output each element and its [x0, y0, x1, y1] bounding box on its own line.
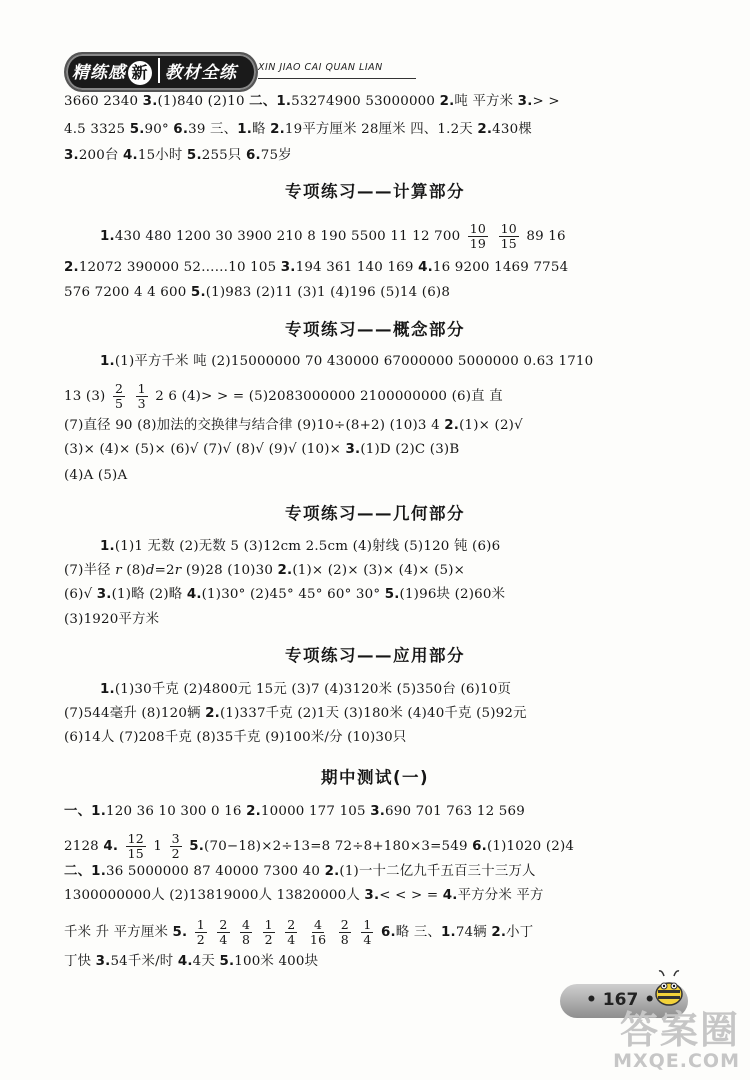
answer-line: (7)544毫升 (8)120辆 2.(1)337千克 (2)1天 (3)180米 (4)40千克 (5)92元 — [64, 706, 527, 721]
answer-line: 1.(1)1 无数 (2)无数 5 (3)12cm 2.5cm (4)射线 (5)120 钝 (6)6 — [100, 539, 501, 554]
section-title-applied: 专项练习——应用部分 — [285, 646, 465, 665]
answer-line: 1300000000人 (2)13819000人 13820000人 3.< < > = 4.平方分米 平方 — [64, 888, 544, 903]
fraction: $\frac{1}{4}$ — [363, 917, 372, 947]
answer-line: (3)× (4)× (5)× (6)√ (7)√ (8)√ (9)√ (10)× 3.(1)D (2)C (3)B — [64, 442, 460, 457]
answer-line: (6)√ 3.(1)略 (2)略 4.(1)30° (2)45° 45° 60° 30° 5.(1)96块 (2)60米 — [64, 587, 506, 602]
answer-line: 二、1.36 5000000 87 40000 7300 40 2.(1)一十二亿九千五百三十三万人 — [64, 864, 536, 879]
answer-line: (7)直径 90 (8)加法的交换律与结合律 (9)10÷(8+2) (10)3 4 2.(1)× (2)√ — [64, 418, 523, 433]
answer-line: 2128 4. $\frac{12}{15}$ 1 $\frac{3}{2}$ 5.(70−18)×2÷13=8 72÷8+180×3=549 6.(1)1020 (2)4 — [64, 831, 575, 861]
section-title-midterm: 期中测试(一) — [320, 768, 430, 787]
section-title-calculation: 专项练习——计算部分 — [285, 182, 465, 201]
fraction: $\frac{1}{3}$ — [137, 381, 146, 411]
answer-line: (3)1920平方米 — [64, 612, 160, 627]
answer-line: 13 (3) $\frac{2}{5}$ $\frac{1}{3}$ 2 6 (4)> > = (5)2083000000 2100000000 (6)直 直 — [64, 381, 503, 411]
logo-main-text: 精练感 — [72, 63, 126, 83]
watermark-logo-text: 答案圈 — [619, 1008, 740, 1052]
fraction: $\frac{2}{5}$ — [114, 381, 124, 411]
answer-line: 丁快 3.54千米/时 4.4天 5.100米 400块 — [64, 954, 319, 969]
logo-circle-text: 新 — [128, 61, 152, 85]
fraction: $\frac{3}{2}$ — [171, 831, 180, 861]
fraction: $\frac{1}{2}$ — [196, 917, 205, 947]
series-pinyin: XIN JIAO CAI QUAN LIAN — [258, 62, 383, 73]
series-logo — [72, 58, 252, 84]
answer-line: 576 7200 4 4 600 5.(1)983 (2)11 (3)1 (4)196 (5)14 (6)8 — [64, 285, 451, 300]
watermark-url: MXQE.COM — [613, 1050, 740, 1072]
answer-line: (7)半径 r (8)d=2r (9)28 (10)30 2.(1)× (2)× (3)× (4)× (5)× — [64, 563, 466, 578]
answer-line: 4.5 3325 5.90° 6.39 三、1.略 2.19平方厘米 28厘米 四、1.2天 2.430棵 — [64, 122, 532, 137]
fraction: $\frac{10}{19}$ — [469, 221, 487, 251]
fraction: $\frac{12}{15}$ — [127, 831, 144, 861]
answer-line: 3660 2340 3.(1)840 (2)10 二、1.53274900 53000000 2.吨 平方米 3.> > — [64, 94, 560, 109]
answer-line: 一、1.120 36 10 300 0 16 2.10000 177 105 3.690 701 763 12 569 — [64, 804, 525, 819]
answer-line: 1.(1)30千克 (2)4800元 15元 (3)7 (4)3120米 (5)350台 (6)10页 — [100, 682, 512, 697]
watermark — [613, 1010, 740, 1072]
answer-line: (6)14人 (7)208千克 (8)35千克 (9)100米/分 (10)30只 — [64, 730, 407, 745]
logo-sub-text: 教材全练 — [158, 58, 237, 83]
fraction: $\frac{4}{8}$ — [242, 917, 251, 947]
fraction: $\frac{2}{8}$ — [340, 917, 349, 947]
fraction: $\frac{2}{4}$ — [219, 917, 228, 947]
header-divider — [258, 78, 416, 79]
fraction: $\frac{10}{15}$ — [500, 221, 517, 251]
answer-line: (4)A (5)A — [64, 468, 128, 483]
answer-line: 3.200台 4.15小时 5.255只 6.75岁 — [64, 148, 292, 163]
answer-line: 1.(1)平方千米 吨 (2)15000000 70 430000 67000000 5000000 0.63 1710 — [100, 354, 594, 369]
answer-line: 千米 升 平方厘米 5. $\frac{1}{2}$ $\frac{2}{4}$ $\frac{4}{8}$ $\frac{1}{2}$ $\frac{2}{4}$ $\frac{4}{16}$ $\frac{2}{8}$ $\frac{1}{4}$ 6.略 三、1.74辆 2.小丁 — [64, 917, 534, 947]
section-title-concepts: 专项练习——概念部分 — [285, 320, 465, 339]
page-number: • 167 • — [586, 990, 656, 1010]
section-title-geometry: 专项练习——几何部分 — [285, 504, 465, 523]
answer-line: 1.430 480 1200 30 3900 210 8 190 5500 11 12 700 $\frac{10}{19}$ $\frac{10}{15}$ 89 16 — [100, 221, 566, 251]
fraction: $\frac{1}{2}$ — [264, 917, 273, 947]
fraction: $\frac{2}{4}$ — [287, 917, 296, 947]
answer-line: 2.12072 390000 52……10 105 3.194 361 140 169 4.16 9200 1469 7754 — [64, 260, 569, 275]
bee-mascot-icon — [650, 968, 688, 1008]
fraction: $\frac{4}{16}$ — [309, 917, 327, 947]
